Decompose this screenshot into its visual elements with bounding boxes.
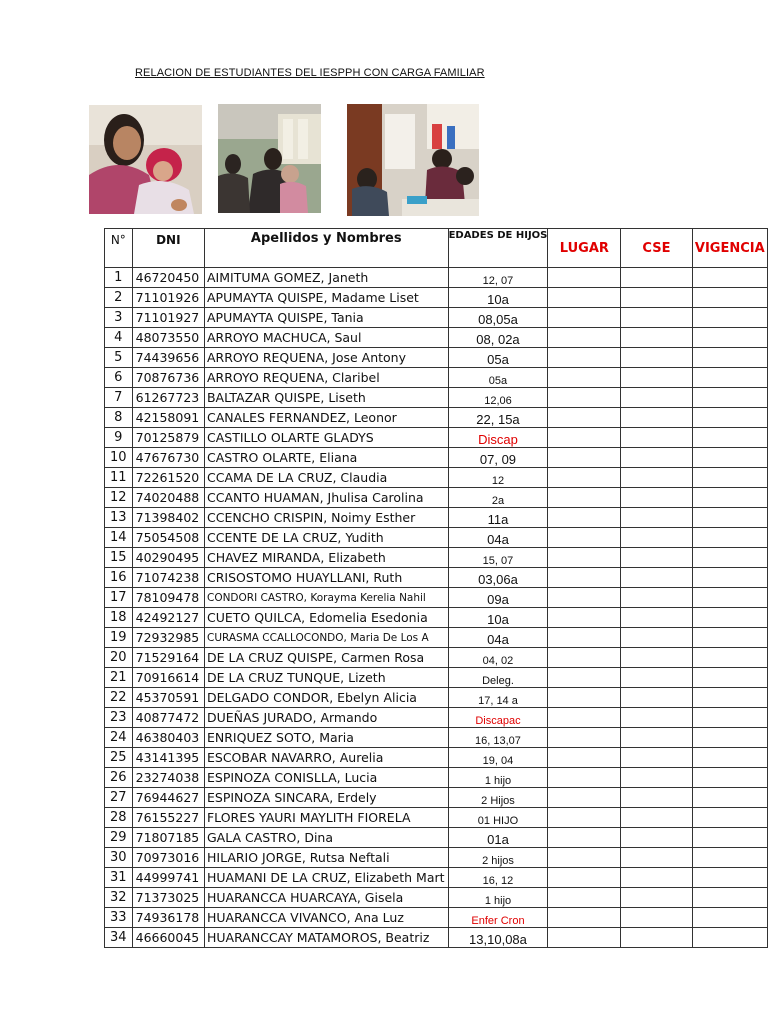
- row-number: 29: [105, 828, 133, 848]
- row-number: 21: [105, 668, 133, 688]
- row-children-ages: Deleg.: [448, 668, 548, 688]
- row-number: 25: [105, 748, 133, 768]
- row-cse: [621, 608, 692, 628]
- row-children-ages: 17, 14 a: [448, 688, 548, 708]
- row-cse: [621, 588, 692, 608]
- table-row: [105, 528, 768, 548]
- row-dni: 78109478: [132, 588, 204, 608]
- row-vigencia: [692, 688, 767, 708]
- row-number: 15: [105, 548, 133, 568]
- table-row: [105, 388, 768, 408]
- row-number: 4: [105, 328, 133, 348]
- table-row: [105, 708, 768, 728]
- row-children-ages: 16, 13,07: [448, 728, 548, 748]
- row-vigencia: [692, 888, 767, 908]
- row-cse: [621, 808, 692, 828]
- row-vigencia: [692, 468, 767, 488]
- row-number: 34: [105, 928, 133, 948]
- row-children-ages: 2 Hijos: [448, 788, 548, 808]
- row-vigencia: [692, 348, 767, 368]
- row-student-name: CANALES FERNANDEZ, Leonor: [204, 408, 448, 428]
- row-student-name: ARROYO REQUENA, Jose Antony: [204, 348, 448, 368]
- row-vigencia: [692, 848, 767, 868]
- row-student-name: DELGADO CONDOR, Ebelyn Alicia: [204, 688, 448, 708]
- row-vigencia: [692, 328, 767, 348]
- row-vigencia: [692, 928, 767, 948]
- row-cse: [621, 328, 692, 348]
- row-student-name: APUMAYTA QUISPE, Madame Liset: [204, 288, 448, 308]
- row-cse: [621, 568, 692, 588]
- row-children-ages: 04a: [448, 528, 548, 548]
- row-cse: [621, 268, 692, 288]
- row-vigencia: [692, 528, 767, 548]
- row-number: 2: [105, 288, 133, 308]
- table-row: [105, 268, 768, 288]
- row-children-ages: 10a: [448, 288, 548, 308]
- row-children-ages: 1 hijo: [448, 888, 548, 908]
- table-row: [105, 568, 768, 588]
- row-vigencia: [692, 388, 767, 408]
- row-vigencia: [692, 668, 767, 688]
- table-row: [105, 348, 768, 368]
- row-number: 33: [105, 908, 133, 928]
- row-dni: 42492127: [132, 608, 204, 628]
- row-number: 3: [105, 308, 133, 328]
- row-vigencia: [692, 868, 767, 888]
- row-dni: 71074238: [132, 568, 204, 588]
- row-lugar: [548, 708, 621, 728]
- row-children-ages: 08, 02a: [448, 328, 548, 348]
- row-lugar: [548, 888, 621, 908]
- row-lugar: [548, 868, 621, 888]
- row-cse: [621, 648, 692, 668]
- table-row: [105, 788, 768, 808]
- row-lugar: [548, 908, 621, 928]
- row-vigencia: [692, 828, 767, 848]
- row-student-name: HUARANCCA VIVANCO, Ana Luz: [204, 908, 448, 928]
- col-header-vigencia: VIGENCIA: [692, 229, 767, 268]
- row-dni: 45370591: [132, 688, 204, 708]
- row-student-name: HUAMANI DE LA CRUZ, Elizabeth Mart: [204, 868, 448, 888]
- row-student-name: FLORES YAURI MAYLITH FIORELA: [204, 808, 448, 828]
- row-dni: 71807185: [132, 828, 204, 848]
- row-vigencia: [692, 508, 767, 528]
- row-lugar: [548, 548, 621, 568]
- row-student-name: ESPINOZA SINCARA, Erdely: [204, 788, 448, 808]
- row-dni: 61267723: [132, 388, 204, 408]
- table-row: [105, 288, 768, 308]
- row-lugar: [548, 848, 621, 868]
- row-student-name: CHAVEZ MIRANDA, Elizabeth: [204, 548, 448, 568]
- row-student-name: ARROYO MACHUCA, Saul: [204, 328, 448, 348]
- row-cse: [621, 308, 692, 328]
- table-row: [105, 828, 768, 848]
- table-row: [105, 308, 768, 328]
- row-number: 13: [105, 508, 133, 528]
- row-lugar: [548, 688, 621, 708]
- row-lugar: [548, 288, 621, 308]
- table-row: [105, 588, 768, 608]
- row-dni: 48073550: [132, 328, 204, 348]
- table-row: [105, 748, 768, 768]
- table-row: [105, 808, 768, 828]
- row-lugar: [548, 648, 621, 668]
- col-header-cse: CSE: [621, 229, 692, 268]
- row-number: 32: [105, 888, 133, 908]
- row-children-ages: 07, 09: [448, 448, 548, 468]
- row-cse: [621, 288, 692, 308]
- row-student-name: BALTAZAR QUISPE, Liseth: [204, 388, 448, 408]
- table-row: [105, 408, 768, 428]
- row-children-ages: 16, 12: [448, 868, 548, 888]
- row-cse: [621, 908, 692, 928]
- row-dni: 43141395: [132, 748, 204, 768]
- row-children-ages: 01 HIJO: [448, 808, 548, 828]
- row-children-ages: 12, 07: [448, 268, 548, 288]
- row-lugar: [548, 528, 621, 548]
- row-student-name: HUARANCCAY MATAMOROS, Beatriz: [204, 928, 448, 948]
- row-number: 19: [105, 628, 133, 648]
- row-lugar: [548, 768, 621, 788]
- row-student-name: ESPINOZA CONISLLA, Lucia: [204, 768, 448, 788]
- row-dni: 47676730: [132, 448, 204, 468]
- table-row: [105, 488, 768, 508]
- row-student-name: CCENCHO CRISPIN, Noimy Esther: [204, 508, 448, 528]
- row-cse: [621, 688, 692, 708]
- row-vigencia: [692, 568, 767, 588]
- row-children-ages: 11a: [448, 508, 548, 528]
- row-dni: 40877472: [132, 708, 204, 728]
- table-row: [105, 928, 768, 948]
- row-children-ages: 1 hijo: [448, 768, 548, 788]
- row-dni: 23274038: [132, 768, 204, 788]
- row-dni: 46660045: [132, 928, 204, 948]
- table-row: [105, 468, 768, 488]
- row-vigencia: [692, 368, 767, 388]
- row-student-name: ESCOBAR NAVARRO, Aurelia: [204, 748, 448, 768]
- table-row: [105, 448, 768, 468]
- row-dni: 75054508: [132, 528, 204, 548]
- row-cse: [621, 928, 692, 948]
- row-children-ages: 01a: [448, 828, 548, 848]
- row-children-ages: 2a: [448, 488, 548, 508]
- row-children-ages: Discapac: [448, 708, 548, 728]
- row-vigencia: [692, 588, 767, 608]
- row-number: 11: [105, 468, 133, 488]
- row-cse: [621, 788, 692, 808]
- table-row: [105, 848, 768, 868]
- row-children-ages: 04a: [448, 628, 548, 648]
- row-number: 26: [105, 768, 133, 788]
- table-row: [105, 908, 768, 928]
- row-cse: [621, 888, 692, 908]
- row-student-name: ARROYO REQUENA, Claribel: [204, 368, 448, 388]
- row-children-ages: 12: [448, 468, 548, 488]
- table-row: [105, 868, 768, 888]
- row-children-ages: 09a: [448, 588, 548, 608]
- row-vigencia: [692, 288, 767, 308]
- row-cse: [621, 668, 692, 688]
- row-number: 22: [105, 688, 133, 708]
- col-header-edades: [448, 229, 548, 268]
- table-row: [105, 548, 768, 568]
- row-dni: 71101926: [132, 288, 204, 308]
- row-vigencia: [692, 728, 767, 748]
- row-dni: 71373025: [132, 888, 204, 908]
- row-dni: 46380403: [132, 728, 204, 748]
- row-student-name: DUEÑAS JURADO, Armando: [204, 708, 448, 728]
- row-lugar: [548, 568, 621, 588]
- row-cse: [621, 828, 692, 848]
- table-row: [105, 668, 768, 688]
- row-vigencia: [692, 488, 767, 508]
- row-lugar: [548, 788, 621, 808]
- row-dni: 74936178: [132, 908, 204, 928]
- row-number: 24: [105, 728, 133, 748]
- table-row: [105, 628, 768, 648]
- row-cse: [621, 408, 692, 428]
- row-dni: 42158091: [132, 408, 204, 428]
- row-cse: [621, 848, 692, 868]
- row-dni: 76944627: [132, 788, 204, 808]
- row-vigencia: [692, 908, 767, 928]
- row-lugar: [548, 488, 621, 508]
- row-dni: 46720450: [132, 268, 204, 288]
- row-dni: 74020488: [132, 488, 204, 508]
- row-children-ages: 03,06a: [448, 568, 548, 588]
- row-dni: 71398402: [132, 508, 204, 528]
- row-student-name: ENRIQUEZ SOTO, Maria: [204, 728, 448, 748]
- row-number: 17: [105, 588, 133, 608]
- table-header-row: [105, 229, 768, 268]
- row-number: 9: [105, 428, 133, 448]
- row-number: 5: [105, 348, 133, 368]
- row-dni: 76155227: [132, 808, 204, 828]
- row-lugar: [548, 508, 621, 528]
- row-student-name: DE LA CRUZ TUNQUE, Lizeth: [204, 668, 448, 688]
- row-number: 10: [105, 448, 133, 468]
- row-vigencia: [692, 628, 767, 648]
- row-cse: [621, 468, 692, 488]
- students-table: [104, 228, 768, 948]
- row-cse: [621, 488, 692, 508]
- row-vigencia: [692, 648, 767, 668]
- table-row: [105, 688, 768, 708]
- row-dni: 70125879: [132, 428, 204, 448]
- row-dni: 71529164: [132, 648, 204, 668]
- row-number: 1: [105, 268, 133, 288]
- row-children-ages: 15, 07: [448, 548, 548, 568]
- row-vigencia: [692, 808, 767, 828]
- row-student-name: CRISOSTOMO HUAYLLANI, Ruth: [204, 568, 448, 588]
- row-number: 31: [105, 868, 133, 888]
- col-header-number: N°: [105, 229, 133, 268]
- row-number: 30: [105, 848, 133, 868]
- row-vigencia: [692, 608, 767, 628]
- row-number: 28: [105, 808, 133, 828]
- col-header-dni: DNI: [132, 229, 204, 268]
- row-children-ages: 19, 04: [448, 748, 548, 768]
- row-student-name: HUARANCCA HUARCAYA, Gisela: [204, 888, 448, 908]
- row-dni: 70876736: [132, 368, 204, 388]
- row-lugar: [548, 448, 621, 468]
- row-lugar: [548, 428, 621, 448]
- row-vigencia: [692, 448, 767, 468]
- table-row: [105, 888, 768, 908]
- row-lugar: [548, 368, 621, 388]
- row-cse: [621, 508, 692, 528]
- page-title: RELACION DE ESTUDIANTES DEL IESPPH CON CARGA FAMILIAR: [135, 67, 485, 79]
- row-lugar: [548, 268, 621, 288]
- row-lugar: [548, 608, 621, 628]
- row-children-ages: 04, 02: [448, 648, 548, 668]
- row-vigencia: [692, 788, 767, 808]
- row-vigencia: [692, 268, 767, 288]
- table-row: [105, 508, 768, 528]
- table-row: [105, 768, 768, 788]
- row-lugar: [548, 628, 621, 648]
- row-vigencia: [692, 308, 767, 328]
- row-student-name: CURASMA CCALLOCONDO, Maria De Los A: [204, 628, 448, 648]
- row-children-ages: 2 hijos: [448, 848, 548, 868]
- row-number: 14: [105, 528, 133, 548]
- row-number: 6: [105, 368, 133, 388]
- photo-women-with-children-outdoors: [218, 104, 321, 213]
- row-vigencia: [692, 548, 767, 568]
- row-student-name: AIMITUMA GOMEZ, Janeth: [204, 268, 448, 288]
- row-cse: [621, 428, 692, 448]
- row-cse: [621, 548, 692, 568]
- photo-mother-with-baby: [89, 105, 202, 214]
- row-vigencia: [692, 748, 767, 768]
- row-number: 7: [105, 388, 133, 408]
- row-student-name: CCENTE DE LA CRUZ, Yudith: [204, 528, 448, 548]
- row-student-name: CASTILLO OLARTE GLADYS: [204, 428, 448, 448]
- row-dni: 72261520: [132, 468, 204, 488]
- row-cse: [621, 708, 692, 728]
- row-children-ages: 13,10,08a: [448, 928, 548, 948]
- row-children-ages: Discap: [448, 428, 548, 448]
- row-dni: 74439656: [132, 348, 204, 368]
- row-lugar: [548, 388, 621, 408]
- row-dni: 40290495: [132, 548, 204, 568]
- row-vigencia: [692, 708, 767, 728]
- row-cse: [621, 768, 692, 788]
- table-row: [105, 428, 768, 448]
- row-children-ages: 12,06: [448, 388, 548, 408]
- row-vigencia: [692, 768, 767, 788]
- row-vigencia: [692, 408, 767, 428]
- col-header-names: Apellidos y Nombres: [204, 229, 448, 268]
- row-student-name: APUMAYTA QUISPE, Tania: [204, 308, 448, 328]
- row-number: 16: [105, 568, 133, 588]
- row-lugar: [548, 808, 621, 828]
- row-lugar: [548, 668, 621, 688]
- row-number: 18: [105, 608, 133, 628]
- row-cse: [621, 528, 692, 548]
- row-cse: [621, 728, 692, 748]
- row-vigencia: [692, 428, 767, 448]
- row-lugar: [548, 328, 621, 348]
- row-children-ages: 22, 15a: [448, 408, 548, 428]
- row-lugar: [548, 828, 621, 848]
- row-student-name: CCAMA DE LA CRUZ, Claudia: [204, 468, 448, 488]
- row-children-ages: 05a: [448, 348, 548, 368]
- row-student-name: CUETO QUILCA, Edomelia Esedonia: [204, 608, 448, 628]
- row-children-ages: 08,05a: [448, 308, 548, 328]
- row-children-ages: 05a: [448, 368, 548, 388]
- table-row: [105, 608, 768, 628]
- row-lugar: [548, 408, 621, 428]
- row-cse: [621, 868, 692, 888]
- row-number: 20: [105, 648, 133, 668]
- row-student-name: HILARIO JORGE, Rutsa Neftali: [204, 848, 448, 868]
- row-student-name: DE LA CRUZ QUISPE, Carmen Rosa: [204, 648, 448, 668]
- col-header-lugar: LUGAR: [548, 229, 621, 268]
- row-lugar: [548, 928, 621, 948]
- row-student-name: CONDORI CASTRO, Korayma Kerelia Nahil: [204, 588, 448, 608]
- row-number: 23: [105, 708, 133, 728]
- row-cse: [621, 448, 692, 468]
- row-dni: 71101927: [132, 308, 204, 328]
- row-dni: 70916614: [132, 668, 204, 688]
- row-cse: [621, 348, 692, 368]
- row-student-name: CCANTO HUAMAN, Jhulisa Carolina: [204, 488, 448, 508]
- table-row: [105, 328, 768, 348]
- row-lugar: [548, 748, 621, 768]
- row-cse: [621, 628, 692, 648]
- table-row: [105, 648, 768, 668]
- row-cse: [621, 388, 692, 408]
- table-row: [105, 728, 768, 748]
- row-student-name: CASTRO OLARTE, Eliana: [204, 448, 448, 468]
- row-lugar: [548, 308, 621, 328]
- row-lugar: [548, 588, 621, 608]
- row-cse: [621, 368, 692, 388]
- row-student-name: GALA CASTRO, Dina: [204, 828, 448, 848]
- row-dni: 72932985: [132, 628, 204, 648]
- row-children-ages: 10a: [448, 608, 548, 628]
- row-lugar: [548, 728, 621, 748]
- row-lugar: [548, 348, 621, 368]
- row-number: 12: [105, 488, 133, 508]
- col-header-edades-text: EDADES DE HIJOS: [448, 230, 548, 241]
- row-children-ages: Enfer Cron: [448, 908, 548, 928]
- row-number: 8: [105, 408, 133, 428]
- row-number: 27: [105, 788, 133, 808]
- photo-mothers-in-classroom: [347, 104, 479, 216]
- row-cse: [621, 748, 692, 768]
- row-dni: 70973016: [132, 848, 204, 868]
- row-lugar: [548, 468, 621, 488]
- table-row: [105, 368, 768, 388]
- row-dni: 44999741: [132, 868, 204, 888]
